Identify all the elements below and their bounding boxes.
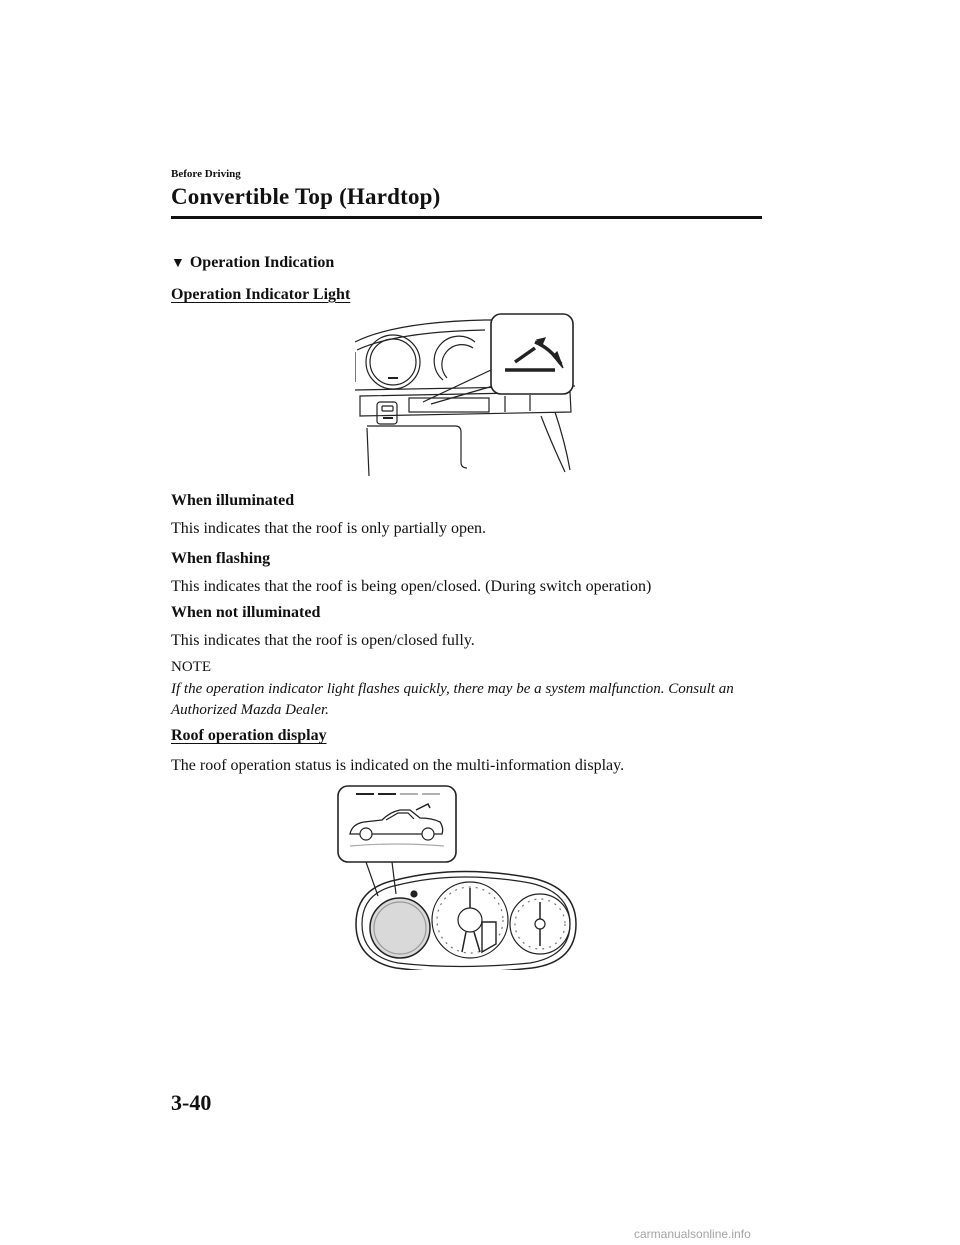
section-label: Before Driving xyxy=(171,168,241,180)
roof-display-subheading: Roof operation display xyxy=(171,727,327,744)
operation-heading-text: Operation Indication xyxy=(189,254,335,271)
triangle-bullet-icon: ▼ xyxy=(171,256,185,271)
state-not-illuminated-desc: This indicates that the roof is open/closed fully. xyxy=(171,632,475,649)
roof-display-desc: The roof operation status is indicated on the multi-information display. xyxy=(171,757,625,774)
operation-heading xyxy=(171,254,334,272)
page-number: 3-40 xyxy=(171,1090,212,1115)
state-not-illuminated-label: When not illuminated xyxy=(171,604,321,621)
state-illuminated-label: When illuminated xyxy=(171,492,295,509)
watermark[interactable]: carmanualsonline.info xyxy=(634,1227,751,1241)
indicator-light-illustration xyxy=(355,312,585,476)
indicator-light-subheading: Operation Indicator Light xyxy=(171,286,351,303)
state-flashing-label: When flashing xyxy=(171,550,271,567)
instrument-cluster-illustration xyxy=(336,784,582,970)
note-text: If the operation indicator light flashes quickly, there may be a system malfunction. Consult an Authorized Mazda Dealer. xyxy=(171,681,734,718)
state-illuminated-desc: This indicates that the roof is only partially open. xyxy=(171,520,487,537)
note-label: NOTE xyxy=(171,659,211,675)
title-rule xyxy=(171,216,762,219)
state-flashing-desc: This indicates that the roof is being open/closed. (During switch operation) xyxy=(171,578,652,595)
page-title: Convertible Top (Hardtop) xyxy=(171,184,441,209)
